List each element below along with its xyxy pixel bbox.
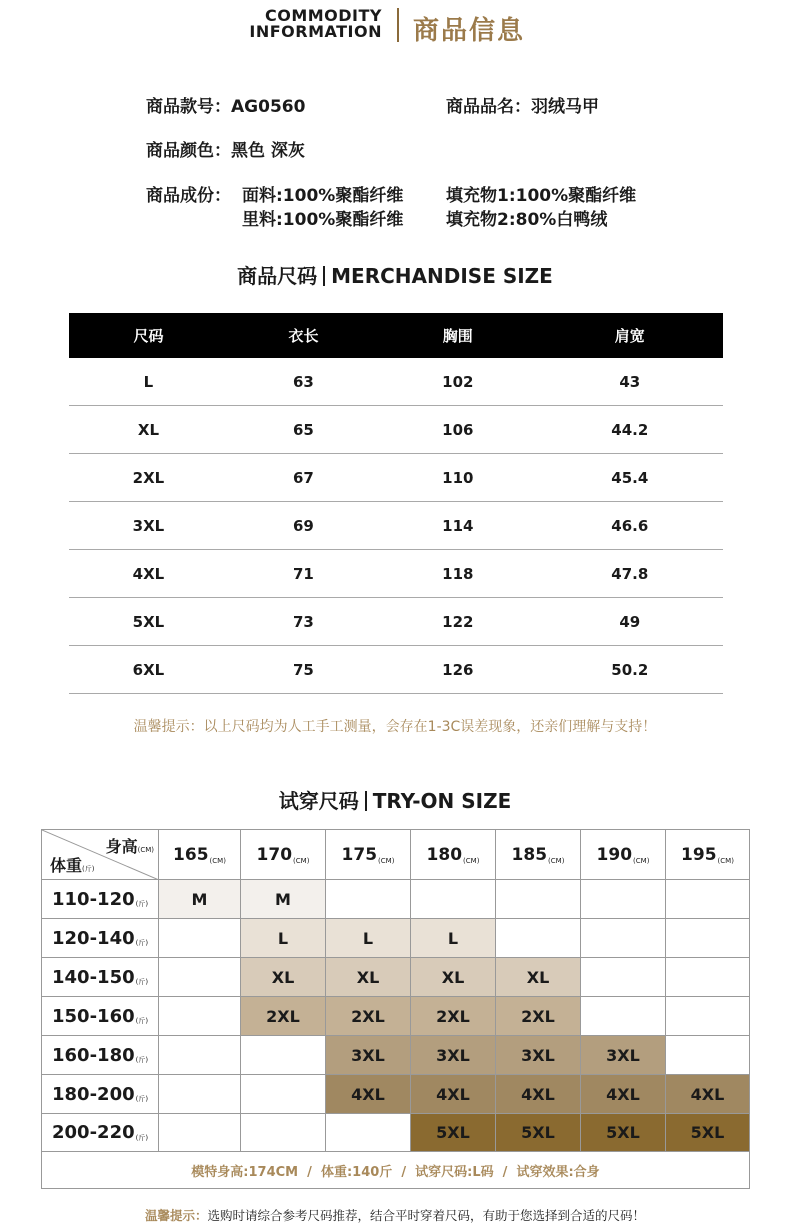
size-table xyxy=(69,313,723,694)
header-size: 尺码 xyxy=(69,313,228,358)
tryon-title-cn: 试穿尺码 xyxy=(278,789,359,813)
tryon-cell: 4XL xyxy=(326,1075,411,1114)
size-table-header xyxy=(69,313,723,358)
style-label: 商品款号： xyxy=(146,97,231,117)
table-cell: 5XL xyxy=(69,598,228,646)
measurement-note: 温馨提示：以上尺码均为人工手工测量，会存在1-3C误差现象，还亲们理解与支持！ xyxy=(133,719,657,735)
style-value: AG0560 xyxy=(231,97,306,117)
tryon-cell xyxy=(581,919,666,958)
title-divider xyxy=(365,791,367,811)
tryon-cell: L xyxy=(241,919,326,958)
selection-note-text: 选购时请综合参考尺码推荐，结合平时穿着尺码，有助于您选择到合适的尺码！ xyxy=(207,1208,646,1223)
tryon-cell xyxy=(496,880,581,919)
tryon-cell: XL xyxy=(411,958,496,997)
height-header: 185 (CM) xyxy=(496,830,581,880)
section-header xyxy=(0,8,790,48)
tryon-cell: XL xyxy=(496,958,581,997)
tryon-cell: M xyxy=(159,880,241,919)
tryon-cell xyxy=(666,880,749,919)
style-number xyxy=(146,92,305,117)
header-chinese: 商品信息 xyxy=(413,16,526,46)
tryon-cell: 2XL xyxy=(326,997,411,1036)
tryon-cell: 4XL xyxy=(666,1075,749,1114)
corner-weight: 体重(斤) xyxy=(50,856,95,875)
table-cell: L xyxy=(69,358,228,406)
tryon-cell xyxy=(159,997,241,1036)
tryon-cell: 5XL xyxy=(666,1114,749,1152)
table-row xyxy=(69,358,723,406)
tryon-cell xyxy=(159,1075,241,1114)
tryon-cell xyxy=(241,1075,326,1114)
tryon-section-title xyxy=(0,785,790,814)
tryon-cell: 3XL xyxy=(411,1036,496,1075)
product-color xyxy=(146,136,305,161)
header-shoulder: 肩宽 xyxy=(537,313,723,358)
height-header: 175 (CM) xyxy=(326,830,411,880)
table-row xyxy=(69,550,723,598)
table-cell: 2XL xyxy=(69,454,228,502)
table-cell: 45.4 xyxy=(537,454,723,502)
table-cell: 106 xyxy=(379,406,537,454)
composition-fill2: 填充物2:80%白鸭绒 xyxy=(446,210,608,230)
table-cell: 4XL xyxy=(69,550,228,598)
tryon-cell xyxy=(666,1036,749,1075)
height-header: 165 (CM) xyxy=(159,830,241,880)
table-cell: 49 xyxy=(537,598,723,646)
table-cell: 6XL xyxy=(69,646,228,694)
corner-height: 身高(CM) xyxy=(105,837,154,856)
table-cell: 102 xyxy=(379,358,537,406)
tryon-cell xyxy=(241,1114,326,1152)
table-cell: 122 xyxy=(379,598,537,646)
tryon-cell xyxy=(666,997,749,1036)
composition-label: 商品成份： xyxy=(146,186,231,206)
header-en-line1: COMMODITY xyxy=(264,6,382,25)
table-cell: 110 xyxy=(379,454,537,502)
table-cell: 3XL xyxy=(69,502,228,550)
tryon-cell: XL xyxy=(326,958,411,997)
tryon-cell: L xyxy=(411,919,496,958)
table-cell: 114 xyxy=(379,502,537,550)
table-cell: 63 xyxy=(228,358,379,406)
tryon-cell: M xyxy=(241,880,326,919)
tryon-cell xyxy=(241,1036,326,1075)
header-length: 衣长 xyxy=(228,313,379,358)
table-cell: 118 xyxy=(379,550,537,598)
weight-header: 150-160 (斤) xyxy=(42,997,159,1036)
table-cell: 67 xyxy=(228,454,379,502)
tryon-cell: L xyxy=(326,919,411,958)
tryon-cell xyxy=(159,919,241,958)
table-cell: 65 xyxy=(228,406,379,454)
table-cell: 126 xyxy=(379,646,537,694)
tryon-cell: 3XL xyxy=(496,1036,581,1075)
tryon-cell: 4XL xyxy=(581,1075,666,1114)
table-row xyxy=(69,646,723,694)
weight-header: 140-150 (斤) xyxy=(42,958,159,997)
model-info: 模特身高:174CM / 体重:140斤 / 试穿尺码:L码 / 试穿效果:合身 xyxy=(191,1164,600,1180)
height-header: 180 (CM) xyxy=(411,830,496,880)
weight-header: 160-180 (斤) xyxy=(42,1036,159,1075)
tryon-cell xyxy=(411,880,496,919)
tryon-cell xyxy=(666,919,749,958)
tryon-table xyxy=(41,829,750,1189)
tryon-cell: 4XL xyxy=(496,1075,581,1114)
name-value: 羽绒马甲 xyxy=(531,97,599,117)
name-label: 商品品名： xyxy=(446,97,531,117)
weight-header: 200-220 (斤) xyxy=(42,1114,159,1152)
table-cell: 43 xyxy=(537,358,723,406)
header-english xyxy=(238,8,382,40)
table-cell: 46.6 xyxy=(537,502,723,550)
color-label: 商品颜色： xyxy=(146,141,231,161)
tryon-cell: 3XL xyxy=(581,1036,666,1075)
tryon-cell xyxy=(496,919,581,958)
height-header: 195 (CM) xyxy=(666,830,749,880)
tryon-cell: 5XL xyxy=(411,1114,496,1152)
table-cell: 69 xyxy=(228,502,379,550)
tryon-cell: 3XL xyxy=(326,1036,411,1075)
table-cell: 73 xyxy=(228,598,379,646)
selection-note-label: 温馨提示： xyxy=(144,1208,208,1223)
tryon-cell xyxy=(581,997,666,1036)
table-row xyxy=(69,598,723,646)
tryon-cell: 4XL xyxy=(411,1075,496,1114)
tryon-cell xyxy=(159,1114,241,1152)
weight-header: 180-200 (斤) xyxy=(42,1075,159,1114)
color-value: 黑色 深灰 xyxy=(231,141,305,161)
tryon-cell xyxy=(326,880,411,919)
table-cell: 50.2 xyxy=(537,646,723,694)
tryon-corner xyxy=(42,830,159,880)
table-row xyxy=(69,454,723,502)
table-cell: 47.8 xyxy=(537,550,723,598)
tryon-title-en: TRY-ON SIZE xyxy=(372,789,512,813)
weight-header: 110-120 (斤) xyxy=(42,880,159,919)
composition-shell: 面料:100%聚酯纤维 xyxy=(242,186,404,206)
tryon-cell: XL xyxy=(241,958,326,997)
table-cell: 75 xyxy=(228,646,379,694)
height-header: 170 (CM) xyxy=(241,830,326,880)
tryon-cell xyxy=(159,1036,241,1075)
header-en-line2: INFORMATION xyxy=(249,22,382,41)
header-divider xyxy=(397,8,399,42)
tryon-cell xyxy=(159,958,241,997)
tryon-cell: 5XL xyxy=(496,1114,581,1152)
title-divider xyxy=(323,266,325,286)
tryon-cell: 5XL xyxy=(581,1114,666,1152)
tryon-cell xyxy=(581,958,666,997)
tryon-cell: 2XL xyxy=(411,997,496,1036)
tryon-cell xyxy=(666,958,749,997)
size-section-title xyxy=(0,260,790,289)
size-title-en: MERCHANDISE SIZE xyxy=(331,264,553,288)
tryon-cell: 2XL xyxy=(241,997,326,1036)
height-header: 190 (CM) xyxy=(581,830,666,880)
selection-note xyxy=(0,1206,790,1224)
table-row xyxy=(69,406,723,454)
table-cell: XL xyxy=(69,406,228,454)
header-chest: 胸围 xyxy=(379,313,537,358)
composition-fill1: 填充物1:100%聚酯纤维 xyxy=(446,186,637,206)
weight-header: 120-140 (斤) xyxy=(42,919,159,958)
table-cell: 44.2 xyxy=(537,406,723,454)
tryon-cell xyxy=(581,880,666,919)
size-title-cn: 商品尺码 xyxy=(237,264,318,288)
product-name xyxy=(446,92,599,117)
tryon-cell: 2XL xyxy=(496,997,581,1036)
table-row xyxy=(69,502,723,550)
table-cell: 71 xyxy=(228,550,379,598)
tryon-cell xyxy=(326,1114,411,1152)
composition-lining: 里料:100%聚酯纤维 xyxy=(242,210,404,230)
